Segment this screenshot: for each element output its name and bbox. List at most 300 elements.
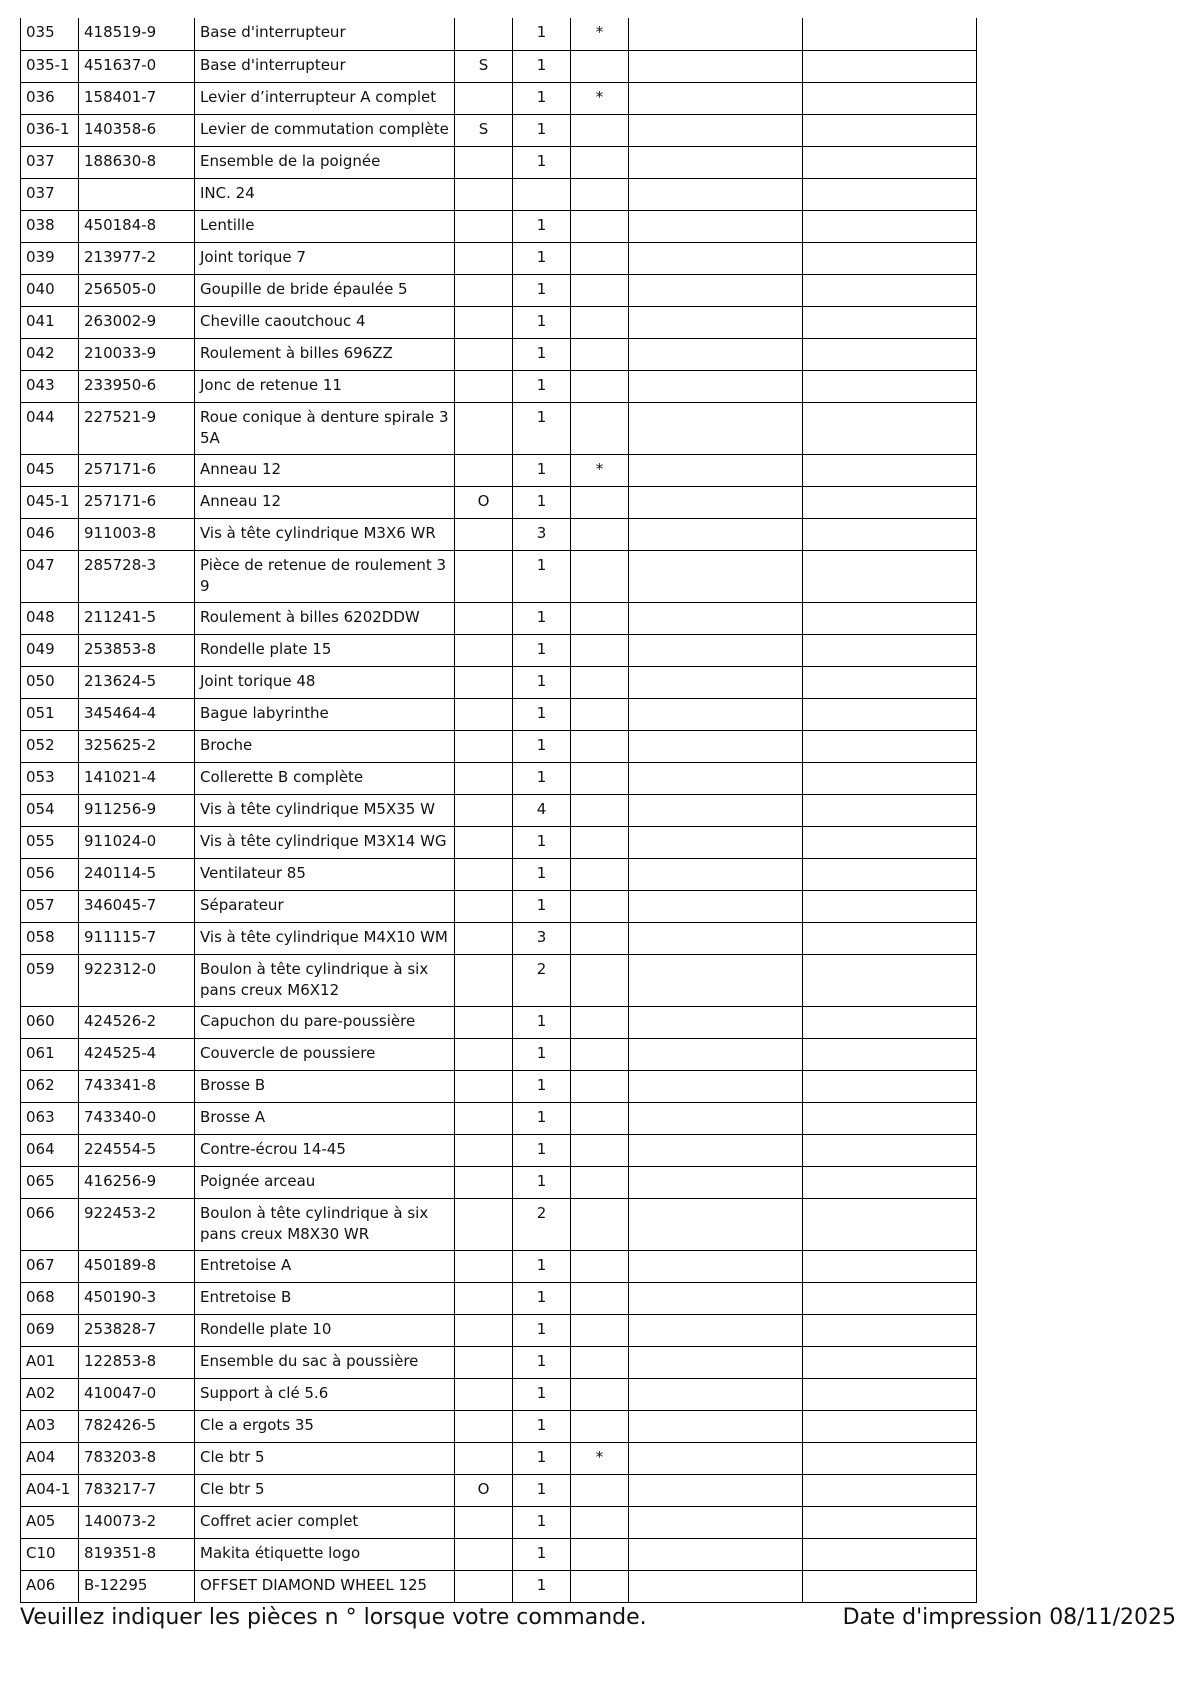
note-mark-cell: * <box>571 1442 629 1474</box>
quantity-cell: 1 <box>513 370 571 402</box>
item-number-cell: 067 <box>21 1250 79 1282</box>
note-mark-cell <box>571 518 629 550</box>
blank-cell <box>629 1250 803 1282</box>
part-reference-cell: 783203-8 <box>79 1442 195 1474</box>
quantity-cell: 1 <box>513 1070 571 1102</box>
table-row <box>21 486 977 518</box>
part-reference-cell: 911256-9 <box>79 794 195 826</box>
note-mark-cell <box>571 402 629 454</box>
item-number-cell: A04-1 <box>21 1474 79 1506</box>
note-mark-cell <box>571 274 629 306</box>
note-mark-cell <box>571 1198 629 1250</box>
blank-cell <box>803 146 977 178</box>
blank-cell <box>629 454 803 486</box>
part-description-cell: Boulon à tête cylindrique à six pans creux M6X12 <box>195 954 455 1006</box>
table-row <box>21 1474 977 1506</box>
item-number-cell: 037 <box>21 146 79 178</box>
blank-cell <box>803 550 977 602</box>
quantity-cell: 1 <box>513 1166 571 1198</box>
part-description-cell: Anneau 12 <box>195 486 455 518</box>
quantity-cell: 1 <box>513 826 571 858</box>
blank-cell <box>629 730 803 762</box>
item-number-cell: A04 <box>21 1442 79 1474</box>
table-row <box>21 730 977 762</box>
blank-cell <box>629 1282 803 1314</box>
variant-symbol-cell <box>455 1346 513 1378</box>
variant-symbol-cell: O <box>455 1474 513 1506</box>
part-description-cell: Joint torique 7 <box>195 242 455 274</box>
quantity-cell: 1 <box>513 50 571 82</box>
variant-symbol-cell <box>455 146 513 178</box>
variant-symbol-cell <box>455 730 513 762</box>
variant-symbol-cell <box>455 1038 513 1070</box>
blank-cell <box>629 146 803 178</box>
part-reference-cell: 819351-8 <box>79 1538 195 1570</box>
part-description-cell: Roue conique à denture spirale 3 5A <box>195 402 455 454</box>
part-description-cell: Support à clé 5.6 <box>195 1378 455 1410</box>
part-reference-cell: 911003-8 <box>79 518 195 550</box>
part-reference-cell: 227521-9 <box>79 402 195 454</box>
part-description-cell: Makita étiquette logo <box>195 1538 455 1570</box>
variant-symbol-cell <box>455 210 513 242</box>
part-reference-cell: 233950-6 <box>79 370 195 402</box>
table-row <box>21 1166 977 1198</box>
blank-cell <box>629 1134 803 1166</box>
variant-symbol-cell <box>455 454 513 486</box>
part-reference-cell: 346045-7 <box>79 890 195 922</box>
quantity-cell: 3 <box>513 518 571 550</box>
part-description-cell: Cheville caoutchouc 4 <box>195 306 455 338</box>
item-number-cell: 043 <box>21 370 79 402</box>
variant-symbol-cell <box>455 1410 513 1442</box>
table-row <box>21 698 977 730</box>
note-mark-cell <box>571 550 629 602</box>
item-number-cell: 064 <box>21 1134 79 1166</box>
quantity-cell: 1 <box>513 210 571 242</box>
blank-cell <box>629 890 803 922</box>
quantity-cell: 1 <box>513 698 571 730</box>
quantity-cell: 1 <box>513 1442 571 1474</box>
table-row <box>21 954 977 1006</box>
part-reference-cell: 783217-7 <box>79 1474 195 1506</box>
blank-cell <box>803 370 977 402</box>
table-row <box>21 762 977 794</box>
part-reference-cell: 140073-2 <box>79 1506 195 1538</box>
blank-cell <box>629 922 803 954</box>
variant-symbol-cell <box>455 370 513 402</box>
part-reference-cell: 911115-7 <box>79 922 195 954</box>
blank-cell <box>803 1250 977 1282</box>
blank-cell <box>803 730 977 762</box>
table-row <box>21 402 977 454</box>
part-reference-cell: 257171-6 <box>79 486 195 518</box>
blank-cell <box>803 634 977 666</box>
blank-cell <box>629 1198 803 1250</box>
variant-symbol-cell <box>455 18 513 50</box>
note-mark-cell <box>571 1506 629 1538</box>
variant-symbol-cell <box>455 1070 513 1102</box>
part-description-cell: Poignée arceau <box>195 1166 455 1198</box>
item-number-cell: 069 <box>21 1314 79 1346</box>
item-number-cell: 039 <box>21 242 79 274</box>
table-row <box>21 146 977 178</box>
blank-cell <box>803 602 977 634</box>
variant-symbol-cell <box>455 274 513 306</box>
variant-symbol-cell <box>455 794 513 826</box>
footer-print-date: Date d'impression 08/11/2025 <box>842 1605 1176 1630</box>
part-reference-cell: 410047-0 <box>79 1378 195 1410</box>
variant-symbol-cell <box>455 890 513 922</box>
variant-symbol-cell <box>455 634 513 666</box>
item-number-cell: 054 <box>21 794 79 826</box>
part-description-cell: Entretoise A <box>195 1250 455 1282</box>
quantity-cell: 1 <box>513 1134 571 1166</box>
blank-cell <box>803 210 977 242</box>
table-row <box>21 454 977 486</box>
part-reference-cell: 911024-0 <box>79 826 195 858</box>
parts-table-body <box>21 18 977 1602</box>
blank-cell <box>629 794 803 826</box>
note-mark-cell <box>571 1102 629 1134</box>
quantity-cell <box>513 178 571 210</box>
table-row <box>21 274 977 306</box>
variant-symbol-cell <box>455 518 513 550</box>
blank-cell <box>629 486 803 518</box>
note-mark-cell <box>571 1166 629 1198</box>
blank-cell <box>629 698 803 730</box>
quantity-cell: 1 <box>513 486 571 518</box>
part-reference-cell: 451637-0 <box>79 50 195 82</box>
parts-table <box>20 18 977 1603</box>
item-number-cell: 048 <box>21 602 79 634</box>
variant-symbol-cell <box>455 1314 513 1346</box>
note-mark-cell <box>571 1134 629 1166</box>
variant-symbol-cell <box>455 1378 513 1410</box>
blank-cell <box>803 178 977 210</box>
note-mark-cell <box>571 1006 629 1038</box>
quantity-cell: 1 <box>513 1570 571 1602</box>
table-row <box>21 306 977 338</box>
quantity-cell: 1 <box>513 1410 571 1442</box>
item-number-cell: 061 <box>21 1038 79 1070</box>
blank-cell <box>629 954 803 1006</box>
quantity-cell: 1 <box>513 550 571 602</box>
blank-cell <box>629 1570 803 1602</box>
blank-cell <box>803 114 977 146</box>
item-number-cell: C10 <box>21 1538 79 1570</box>
variant-symbol-cell <box>455 1006 513 1038</box>
table-row <box>21 1038 977 1070</box>
blank-cell <box>803 274 977 306</box>
part-reference-cell: 285728-3 <box>79 550 195 602</box>
quantity-cell: 1 <box>513 18 571 50</box>
part-description-cell: Brosse B <box>195 1070 455 1102</box>
blank-cell <box>803 50 977 82</box>
part-reference-cell: 325625-2 <box>79 730 195 762</box>
part-description-cell: Anneau 12 <box>195 454 455 486</box>
note-mark-cell <box>571 922 629 954</box>
blank-cell <box>803 890 977 922</box>
part-description-cell: Cle a ergots 35 <box>195 1410 455 1442</box>
table-row <box>21 1198 977 1250</box>
part-reference-cell: 158401-7 <box>79 82 195 114</box>
blank-cell <box>803 242 977 274</box>
note-mark-cell <box>571 890 629 922</box>
blank-cell <box>629 858 803 890</box>
part-description-cell: Base d'interrupteur <box>195 50 455 82</box>
part-description-cell: Ensemble du sac à poussière <box>195 1346 455 1378</box>
item-number-cell: 045-1 <box>21 486 79 518</box>
quantity-cell: 1 <box>513 1282 571 1314</box>
part-description-cell: Vis à tête cylindrique M3X14 WG <box>195 826 455 858</box>
table-row <box>21 518 977 550</box>
variant-symbol-cell <box>455 242 513 274</box>
quantity-cell: 1 <box>513 1102 571 1134</box>
table-row <box>21 1410 977 1442</box>
part-description-cell: Joint torique 48 <box>195 666 455 698</box>
note-mark-cell <box>571 666 629 698</box>
blank-cell <box>629 370 803 402</box>
item-number-cell: 044 <box>21 402 79 454</box>
part-reference-cell: 253828-7 <box>79 1314 195 1346</box>
part-reference-cell: 253853-8 <box>79 634 195 666</box>
part-description-cell: Vis à tête cylindrique M3X6 WR <box>195 518 455 550</box>
blank-cell <box>629 50 803 82</box>
blank-cell <box>803 1102 977 1134</box>
blank-cell <box>629 826 803 858</box>
part-description-cell: Cle btr 5 <box>195 1474 455 1506</box>
item-number-cell: A06 <box>21 1570 79 1602</box>
quantity-cell: 1 <box>513 1314 571 1346</box>
blank-cell <box>629 1410 803 1442</box>
quantity-cell: 1 <box>513 762 571 794</box>
variant-symbol-cell <box>455 1198 513 1250</box>
item-number-cell: 065 <box>21 1166 79 1198</box>
table-row <box>21 550 977 602</box>
table-row <box>21 602 977 634</box>
table-row <box>21 1314 977 1346</box>
variant-symbol-cell <box>455 1442 513 1474</box>
quantity-cell: 1 <box>513 306 571 338</box>
part-reference-cell: 424525-4 <box>79 1038 195 1070</box>
item-number-cell: 051 <box>21 698 79 730</box>
part-description-cell: Base d'interrupteur <box>195 18 455 50</box>
table-row <box>21 1506 977 1538</box>
part-reference-cell: 140358-6 <box>79 114 195 146</box>
item-number-cell: 038 <box>21 210 79 242</box>
blank-cell <box>803 486 977 518</box>
variant-symbol-cell <box>455 1570 513 1602</box>
blank-cell <box>629 210 803 242</box>
blank-cell <box>629 1314 803 1346</box>
part-description-cell: Séparateur <box>195 890 455 922</box>
variant-symbol-cell: O <box>455 486 513 518</box>
part-description-cell: Jonc de retenue 11 <box>195 370 455 402</box>
part-reference-cell: 256505-0 <box>79 274 195 306</box>
table-row <box>21 370 977 402</box>
part-reference-cell: 450189-8 <box>79 1250 195 1282</box>
quantity-cell: 2 <box>513 1198 571 1250</box>
variant-symbol-cell <box>455 1250 513 1282</box>
part-description-cell: Lentille <box>195 210 455 242</box>
blank-cell <box>803 454 977 486</box>
part-reference-cell: 922312-0 <box>79 954 195 1006</box>
variant-symbol-cell <box>455 826 513 858</box>
part-reference-cell: 418519-9 <box>79 18 195 50</box>
note-mark-cell <box>571 242 629 274</box>
note-mark-cell <box>571 178 629 210</box>
item-number-cell: 053 <box>21 762 79 794</box>
blank-cell <box>629 338 803 370</box>
part-description-cell: Entretoise B <box>195 1282 455 1314</box>
part-reference-cell: 211241-5 <box>79 602 195 634</box>
blank-cell <box>803 402 977 454</box>
part-description-cell: Boulon à tête cylindrique à six pans creux M8X30 WR <box>195 1198 455 1250</box>
blank-cell <box>803 1070 977 1102</box>
note-mark-cell <box>571 1282 629 1314</box>
quantity-cell: 1 <box>513 402 571 454</box>
blank-cell <box>629 1538 803 1570</box>
blank-cell <box>803 954 977 1006</box>
item-number-cell: A02 <box>21 1378 79 1410</box>
blank-cell <box>803 1410 977 1442</box>
variant-symbol-cell <box>455 1538 513 1570</box>
blank-cell <box>803 1346 977 1378</box>
blank-cell <box>629 274 803 306</box>
variant-symbol-cell <box>455 954 513 1006</box>
blank-cell <box>629 602 803 634</box>
note-mark-cell <box>571 146 629 178</box>
part-description-cell: Rondelle plate 15 <box>195 634 455 666</box>
table-row <box>21 1346 977 1378</box>
blank-cell <box>803 1570 977 1602</box>
note-mark-cell <box>571 826 629 858</box>
quantity-cell: 1 <box>513 858 571 890</box>
note-mark-cell: * <box>571 18 629 50</box>
table-row <box>21 178 977 210</box>
blank-cell <box>803 1198 977 1250</box>
blank-cell <box>629 1070 803 1102</box>
blank-cell <box>803 1442 977 1474</box>
table-row <box>21 1102 977 1134</box>
blank-cell <box>803 306 977 338</box>
part-description-cell: Levier de commutation complète <box>195 114 455 146</box>
note-mark-cell: * <box>571 82 629 114</box>
variant-symbol-cell <box>455 1282 513 1314</box>
blank-cell <box>629 1378 803 1410</box>
variant-symbol-cell <box>455 402 513 454</box>
quantity-cell: 1 <box>513 730 571 762</box>
quantity-cell: 1 <box>513 890 571 922</box>
quantity-cell: 1 <box>513 1250 571 1282</box>
variant-symbol-cell <box>455 698 513 730</box>
item-number-cell: 040 <box>21 274 79 306</box>
blank-cell <box>803 1166 977 1198</box>
variant-symbol-cell <box>455 1506 513 1538</box>
note-mark-cell <box>571 1474 629 1506</box>
table-row <box>21 1538 977 1570</box>
part-description-cell: Coffret acier complet <box>195 1506 455 1538</box>
note-mark-cell <box>571 1250 629 1282</box>
table-row <box>21 82 977 114</box>
note-mark-cell <box>571 730 629 762</box>
table-row <box>21 890 977 922</box>
part-reference-cell: 743340-0 <box>79 1102 195 1134</box>
part-description-cell: Bague labyrinthe <box>195 698 455 730</box>
note-mark-cell: * <box>571 454 629 486</box>
part-description-cell: Rondelle plate 10 <box>195 1314 455 1346</box>
item-number-cell: 052 <box>21 730 79 762</box>
part-reference-cell: 213624-5 <box>79 666 195 698</box>
blank-cell <box>803 1134 977 1166</box>
quantity-cell: 1 <box>513 242 571 274</box>
note-mark-cell <box>571 486 629 518</box>
variant-symbol-cell <box>455 306 513 338</box>
note-mark-cell <box>571 370 629 402</box>
variant-symbol-cell <box>455 178 513 210</box>
table-row <box>21 634 977 666</box>
quantity-cell: 1 <box>513 1378 571 1410</box>
part-description-cell: Couvercle de poussiere <box>195 1038 455 1070</box>
quantity-cell: 1 <box>513 666 571 698</box>
blank-cell <box>803 1506 977 1538</box>
part-description-cell: Goupille de bride épaulée 5 <box>195 274 455 306</box>
blank-cell <box>629 1442 803 1474</box>
part-description-cell: Vis à tête cylindrique M5X35 W <box>195 794 455 826</box>
note-mark-cell <box>571 210 629 242</box>
note-mark-cell <box>571 306 629 338</box>
blank-cell <box>629 1038 803 1070</box>
part-description-cell: Roulement à billes 696ZZ <box>195 338 455 370</box>
blank-cell <box>803 858 977 890</box>
item-number-cell: 066 <box>21 1198 79 1250</box>
blank-cell <box>803 518 977 550</box>
quantity-cell: 1 <box>513 1038 571 1070</box>
blank-cell <box>803 1474 977 1506</box>
blank-cell <box>803 1314 977 1346</box>
part-reference-cell: 782426-5 <box>79 1410 195 1442</box>
item-number-cell: 063 <box>21 1102 79 1134</box>
note-mark-cell <box>571 1378 629 1410</box>
item-number-cell: A03 <box>21 1410 79 1442</box>
part-reference-cell: 240114-5 <box>79 858 195 890</box>
blank-cell <box>629 518 803 550</box>
item-number-cell: 050 <box>21 666 79 698</box>
part-reference-cell: B-12295 <box>79 1570 195 1602</box>
part-description-cell: Cle btr 5 <box>195 1442 455 1474</box>
blank-cell <box>629 402 803 454</box>
table-row <box>21 858 977 890</box>
quantity-cell: 1 <box>513 1346 571 1378</box>
item-number-cell: 042 <box>21 338 79 370</box>
variant-symbol-cell <box>455 1102 513 1134</box>
part-reference-cell: 122853-8 <box>79 1346 195 1378</box>
blank-cell <box>803 794 977 826</box>
part-reference-cell: 188630-8 <box>79 146 195 178</box>
note-mark-cell <box>571 698 629 730</box>
note-mark-cell <box>571 50 629 82</box>
variant-symbol-cell <box>455 338 513 370</box>
blank-cell <box>629 550 803 602</box>
item-number-cell: 046 <box>21 518 79 550</box>
table-row <box>21 1006 977 1038</box>
note-mark-cell <box>571 1346 629 1378</box>
variant-symbol-cell: S <box>455 50 513 82</box>
blank-cell <box>803 18 977 50</box>
blank-cell <box>803 1006 977 1038</box>
part-reference-cell <box>79 178 195 210</box>
variant-symbol-cell <box>455 762 513 794</box>
